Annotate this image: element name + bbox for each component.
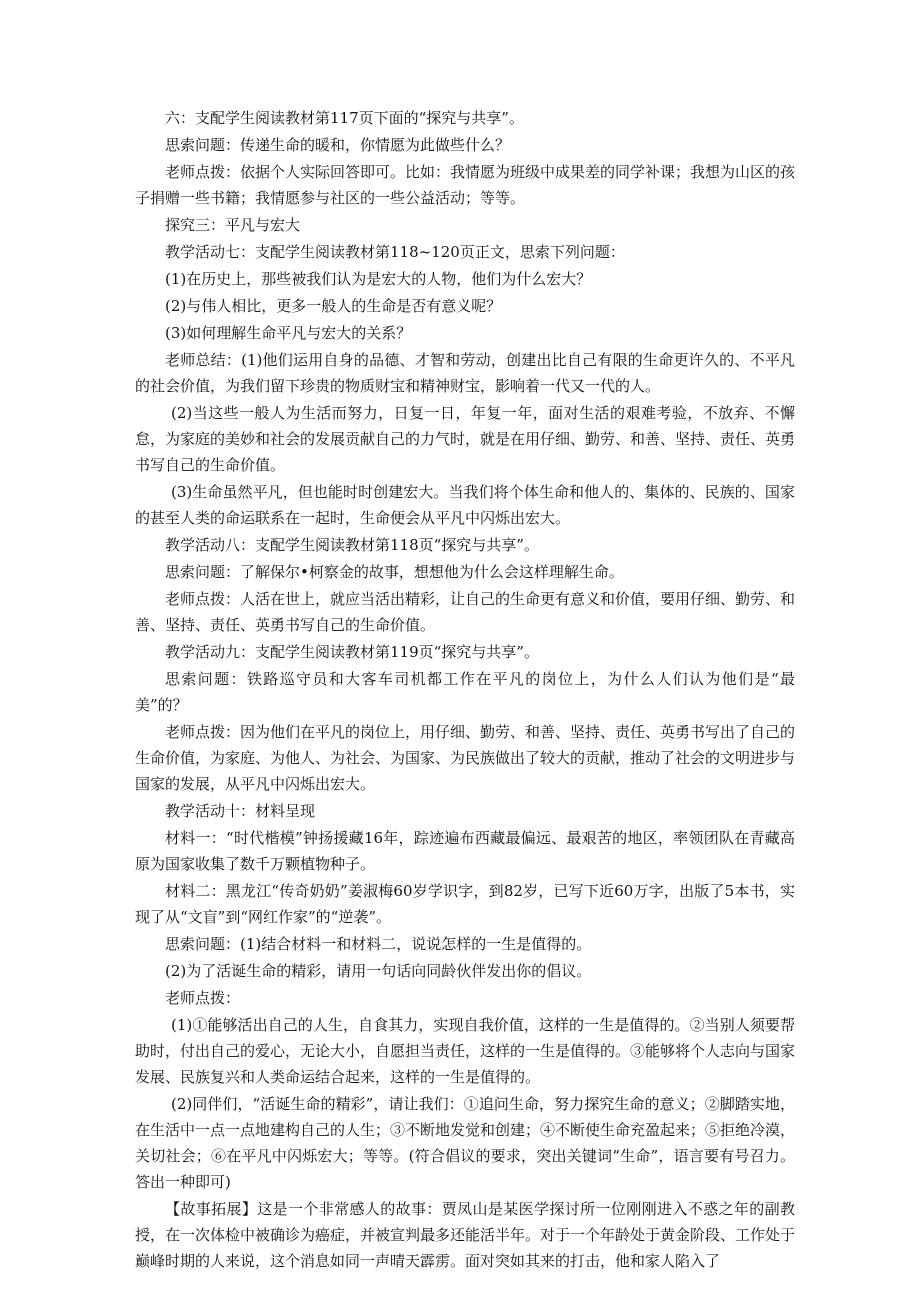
paragraph: 教学活动十：材料呈现 — [165, 802, 316, 820]
paragraph: (2)为了活诞生命的精彩，请用一句话向同龄伙伴发出你的倡议。 — [165, 962, 592, 980]
answer-item: (1)①能够活出自己的人生，自食其力，实现自我价值，这样的一生是值得的。②当别人须要帮助时，付出自己的爱心，无论大小，自愿担当责任，这样的一生是值得的。③能够将个人志向与国家发展、民族复兴和人类命运结合起来，这样的一生是值得的。 — [135, 1016, 796, 1086]
section-heading: 探究三：平凡与宏大 — [165, 216, 301, 234]
paragraph: 思索问题：(1)结合材料一和材料二，说说怎样的一生是值得的。 — [165, 935, 592, 953]
material-item: 材料二：黑龙江“传奇奶奶”姜淑梅60岁学识字，到82岁，已写下近60万字，出版了5本书，实现了从“文盲”到“网红作家”的“逆袭”。 — [135, 882, 795, 926]
paragraph: 老师点拨：人活在世上，就应当活出精彩，让自己的生命更有意义和价值，要用仔细、勤劳、和善、坚持、责任、英勇书写自己的生命价值。 — [135, 590, 796, 634]
paragraph: 六：支配学生阅读教材第117页下面的“探究与共享”。 — [165, 109, 524, 127]
answer-item: (2)同伴们，“活诞生命的精彩”，请让我们：①追问生命，努力探究生命的意义；②脚踏实地，在生活中一点一点地建构自己的人生；③不断地发觉和创建；④不断使生命充盈起来；⑤拒绝冷漠，关切社会；⑥在平凡中闪烁宏大；等等。(符合倡议的要求，突出关键词“生命”，语言要有号召力。答出一种即可) — [135, 1095, 796, 1191]
question-item: (3)如何理解生命平凡与宏大的关系？ — [165, 324, 412, 342]
paragraph: 教学活动八：支配学生阅读教材第118页“探究与共享”。 — [165, 536, 539, 554]
paragraph: (3)生命虽然平凡，但也能时时创建宏大。当我们将个体生命和他人的、集体的、民族的、国家的甚至人类的命运联系在一起时，生命便会从平凡中闪烁出宏大。 — [135, 483, 795, 527]
question-item: (2)与伟人相比，更多一般人的生命是否有意义呢？ — [165, 297, 502, 315]
paragraph: 老师总结：(1)他们运用自身的品德、才智和劳动，创建出比自己有限的生命更许久的、不平凡的社会价值，为我们留下珍贵的物质财宝和精神财宝，影响着一代又一代的人。 — [135, 351, 795, 395]
paragraph: 思索问题：传递生命的暖和，你情愿为此做些什么？ — [165, 136, 511, 154]
material-item: 材料一：“时代楷模”钟扬援藏16年，踪迹遍布西藏最偏远、最艰苦的地区，率领团队在青藏高原为国家收集了数千万颗植物种子。 — [135, 829, 795, 873]
paragraph: 老师点拨： — [165, 989, 241, 1007]
paragraph: 教学活动七：支配学生阅读教材第118~120页正文，思索下列问题： — [165, 243, 625, 261]
document-page — [135, 105, 795, 1274]
paragraph: 思索问题：铁路巡守员和大客车司机都工作在平凡的岗位上，为什么人们认为他们是“最美”的？ — [135, 670, 795, 714]
paragraph: 教学活动九：支配学生阅读教材第119页“探究与共享”。 — [165, 643, 539, 661]
paragraph: 思索问题：了解保尔•柯察金的故事，想想他为什么会这样理解生命。 — [165, 563, 624, 581]
question-item: (1)在历史上，那些被我们认为是宏大的人物，他们为什么宏大？ — [165, 270, 592, 288]
paragraph: 老师点拨：依据个人实际回答即可。比如：我情愿为班级中成果差的同学补课；我想为山区的孩子捐赠一些书籍；我情愿参与社区的一些公益活动；等等。 — [135, 163, 796, 207]
story-extension: 【故事拓展】这是一个非常感人的故事：贾凤山是某医学探讨所一位刚刚进入不惑之年的副教授，在一次体检中被确诊为癌症，并被宣判最多还能活半年。对于一个年龄处于黄金阶段、工作处于巅峰时期的人来说，这个消息如同一声晴天霹雳。面对突如其来的打击，他和家人陷入了 — [135, 1200, 796, 1270]
paragraph: 老师点拨：因为他们在平凡的岗位上，用仔细、勤劳、和善、坚持、责任、英勇书写出了自己的生命价值，为家庭、为他人、为社会、为国家、为民族做出了较大的贡献，推动了社会的文明进步与国家的发展，从平凡中闪烁出宏大。 — [135, 723, 796, 793]
paragraph: (2)当这些一般人为生活而努力，日复一日，年复一年，面对生活的艰难考验，不放弃、不懈怠，为家庭的美妙和社会的发展贡献自己的力气时，就是在用仔细、勤劳、和善、坚持、责任、英勇书写自己的生命价值。 — [135, 404, 796, 474]
